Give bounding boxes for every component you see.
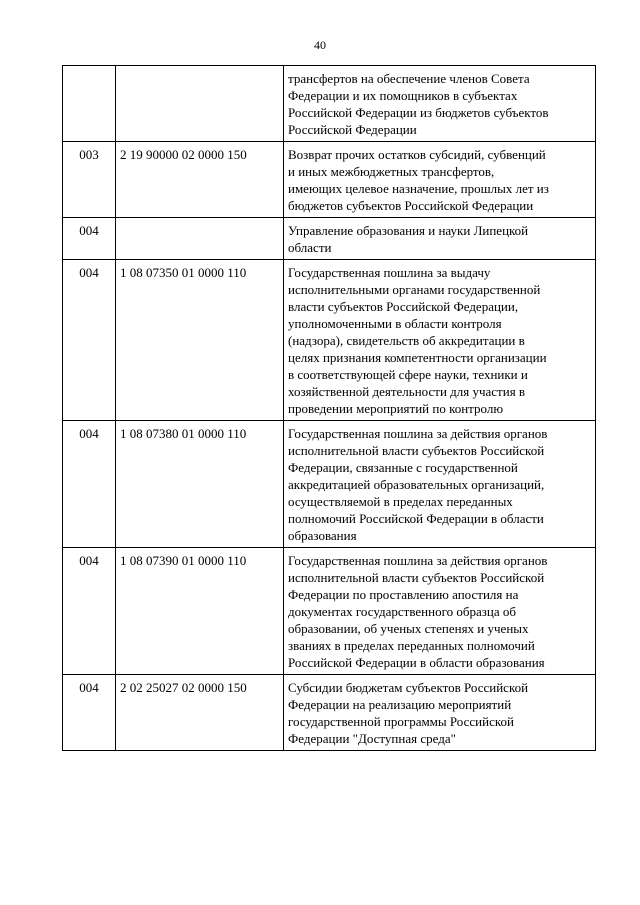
description-line: Российской Федерации из бюджетов субъектов <box>288 105 549 120</box>
description-line: Российской Федерации <box>288 122 417 137</box>
description-line: званиях в пределах переданных полномочий <box>288 638 535 653</box>
description-line: образования <box>288 528 357 543</box>
description-line: исполнительными органами государственной <box>288 282 541 297</box>
description-line: (надзора), свидетельств об аккредитации в <box>288 333 525 348</box>
description-line: имеющих целевое назначение, прошлых лет из <box>288 181 549 196</box>
description-line: Субсидии бюджетам субъектов Российской <box>288 680 529 695</box>
kbk-code-cell: 2 19 90000 02 0000 150 <box>116 142 284 218</box>
table-row <box>63 421 596 548</box>
description-line: Государственная пошлина за действия органов <box>288 426 548 441</box>
admin-code-cell: 004 <box>63 218 116 260</box>
description-cell <box>284 675 596 751</box>
description-line: Федерации на реализацию мероприятий <box>288 697 512 712</box>
description-line: проведении мероприятий по контролю <box>288 401 504 416</box>
description-line: аккредитацией образовательных организаций, <box>288 477 545 492</box>
description-cell <box>284 260 596 421</box>
description-line: трансфертов на обеспечение членов Совета <box>288 71 530 86</box>
description-line: бюджетов субъектов Российской Федерации <box>288 198 534 213</box>
table-row <box>63 260 596 421</box>
table-row <box>63 548 596 675</box>
admin-code-cell: 004 <box>63 548 116 675</box>
table-row <box>63 218 596 260</box>
description-line: Возврат прочих остатков субсидий, субвенций <box>288 147 546 162</box>
page-number: 40 <box>314 38 326 52</box>
description-line: Федерации и их помощников в субъектах <box>288 88 518 103</box>
description-line: исполнительной власти субъектов Российской <box>288 443 545 458</box>
admin-code-cell: 004 <box>63 260 116 421</box>
description-line: осуществляемой в пределах переданных <box>288 494 513 509</box>
description-line: и иных межбюджетных трансфертов, <box>288 164 495 179</box>
description-line: целях признания компетентности организации <box>288 350 547 365</box>
description-line: Федерации "Доступная среда" <box>288 731 456 746</box>
kbk-code-cell: 1 08 07390 01 0000 110 <box>116 548 284 675</box>
table-row <box>63 142 596 218</box>
description-line: власти субъектов Российской Федерации, <box>288 299 519 314</box>
description-line: документах государственного образца об <box>288 604 516 619</box>
description-line: в соответствующей сфере науки, техники и <box>288 367 528 382</box>
table-row <box>63 675 596 751</box>
table-row <box>63 66 596 142</box>
description-cell <box>284 548 596 675</box>
admin-code-cell: 004 <box>63 421 116 548</box>
description-cell <box>284 218 596 260</box>
description-line: полномочий Российской Федерации в области <box>288 511 544 526</box>
description-line: исполнительной власти субъектов Российской <box>288 570 545 585</box>
description-line: Федерации, связанные с государственной <box>288 460 518 475</box>
description-cell <box>284 142 596 218</box>
description-cell <box>284 421 596 548</box>
kbk-code-cell: 2 02 25027 02 0000 150 <box>116 675 284 751</box>
description-line: образовании, об ученых степенях и ученых <box>288 621 529 636</box>
kbk-code-cell: 1 08 07380 01 0000 110 <box>116 421 284 548</box>
description-line: государственной программы Российской <box>288 714 514 729</box>
admin-code-cell: 003 <box>63 142 116 218</box>
kbk-code-cell: 1 08 07350 01 0000 110 <box>116 260 284 421</box>
description-line: Федерации по проставлению апостиля на <box>288 587 519 602</box>
description-line: области <box>288 240 332 255</box>
description-cell <box>284 66 596 142</box>
kbk-code-cell <box>116 218 284 260</box>
description-line: Государственная пошлина за действия органов <box>288 553 548 568</box>
description-line: хозяйственной деятельности для участия в <box>288 384 526 399</box>
description-line: уполномоченными в области контроля <box>288 316 502 331</box>
description-line: Управление образования и науки Липецкой <box>288 223 529 238</box>
description-line: Государственная пошлина за выдачу <box>288 265 491 280</box>
revenue-codes-table <box>62 65 596 751</box>
admin-code-cell: 004 <box>63 675 116 751</box>
kbk-code-cell <box>116 66 284 142</box>
table-body <box>63 66 596 751</box>
description-line: Российской Федерации в области образования <box>288 655 545 670</box>
admin-code-cell <box>63 66 116 142</box>
